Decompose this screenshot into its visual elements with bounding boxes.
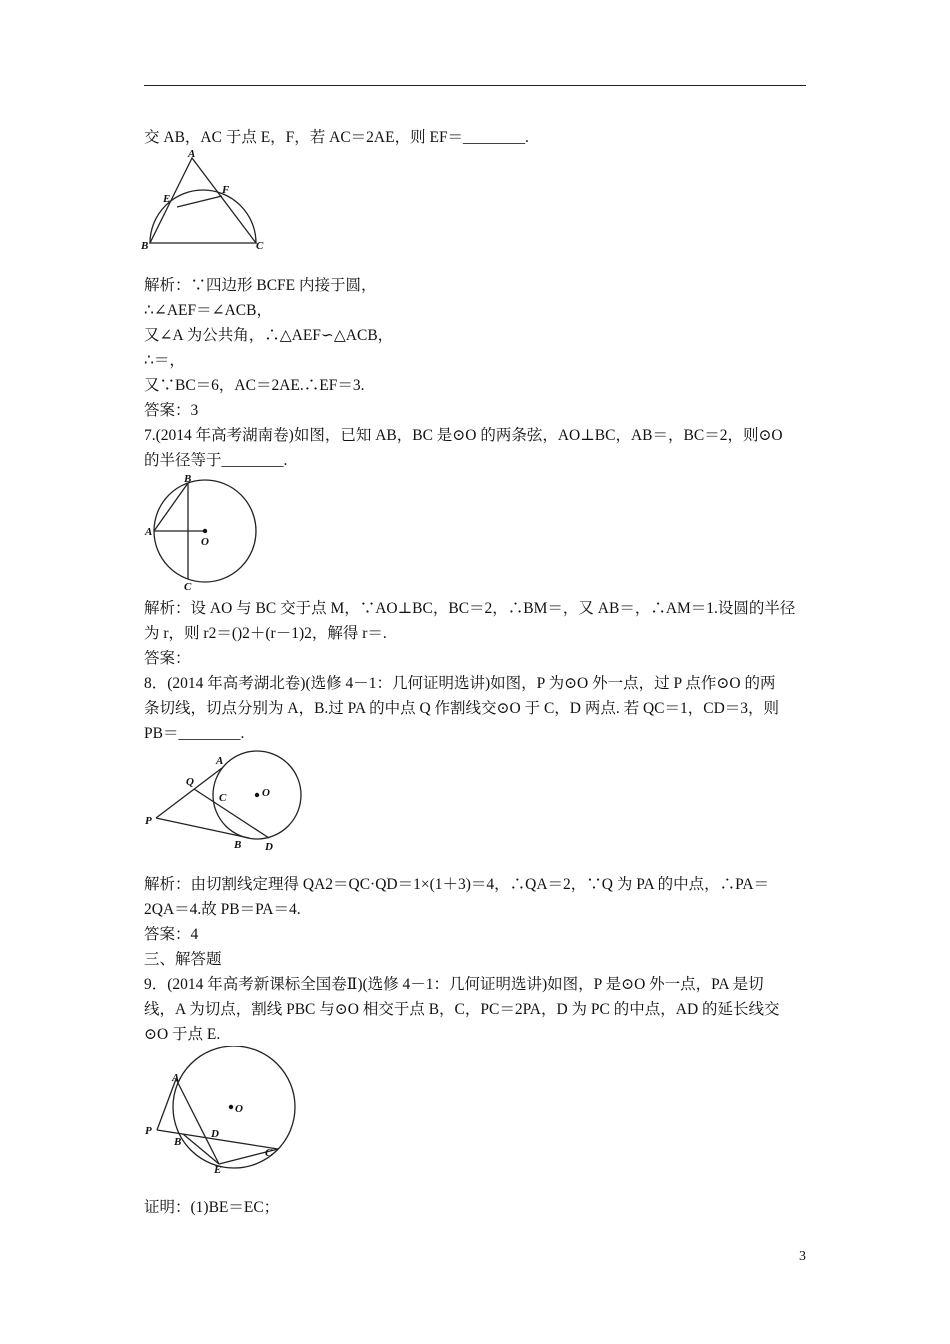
fig3-label-p: P bbox=[145, 815, 152, 827]
text-line: 答案： bbox=[144, 650, 191, 667]
fig1-label-a: A bbox=[188, 148, 196, 160]
fig4-label-e: E bbox=[214, 1164, 222, 1176]
text-line: 解析：∵四边形 BCFE 内接于圆， bbox=[144, 277, 377, 294]
text-line: 答案：4 bbox=[144, 926, 199, 943]
text-line: 又∠A 为公共角，∴△AEF∽△ACB， bbox=[144, 327, 394, 344]
text-line: 的半径等于________. bbox=[144, 452, 288, 469]
figure-triangle-semicircle bbox=[140, 148, 270, 254]
text-line: ∴＝， bbox=[144, 352, 185, 369]
fig3-label-b: B bbox=[234, 839, 242, 851]
text-line: 线，A 为切点，割线 PBC 与⊙O 相交于点 B，C，PC＝2PA，D 为 PC 的中点，AD 的延长线交 bbox=[144, 1001, 780, 1018]
text-line: 交 AB，AC 于点 E，F，若 AC＝2AE，则 EF＝________. bbox=[144, 129, 529, 146]
fig4-label-c: C bbox=[265, 1147, 273, 1159]
text-line: ∴∠AEF＝∠ACB， bbox=[144, 302, 272, 319]
fig3-label-q: Q bbox=[186, 776, 194, 788]
fig2-label-a: A bbox=[145, 526, 153, 538]
fig4-label-a: A bbox=[172, 1072, 180, 1084]
fig2-label-c: C bbox=[184, 581, 192, 593]
fig4-label-p: P bbox=[145, 1125, 152, 1137]
text-line: 为 r，则 r2＝()2＋(r－1)2，解得 r＝. bbox=[144, 625, 387, 642]
fig2-label-b: B bbox=[184, 473, 192, 485]
fig1-label-f: F bbox=[222, 184, 230, 196]
fig4-label-b: B bbox=[174, 1136, 182, 1148]
text-line: 又∵BC＝6，AC＝2AE.∴EF＝3. bbox=[144, 377, 365, 394]
text-line: 条切线，切点分别为 A，B.过 PA 的中点 Q 作割线交⊙O 于 C，D 两点. 若 QC＝1，CD＝3，则 bbox=[144, 700, 780, 717]
text-line: 解析：由切割线定理得 QA2＝QC·QD＝1×(1＋3)＝4，∴QA＝2，∵Q 为 PA 的中点，∴PA＝ bbox=[144, 876, 770, 893]
text-line: 7.(2014 年高考湖南卷)如图，已知 AB，BC 是⊙O 的两条弦，AO⊥BC，AB＝，BC＝2，则⊙O bbox=[144, 427, 783, 444]
text-line: PB＝________. bbox=[144, 725, 245, 742]
text-line: 三、解答题 bbox=[144, 951, 222, 968]
text-line: 解析：设 AO 与 BC 交于点 M，∵AO⊥BC，BC＝2，∴BM＝，又 AB＝，∴AM＝1.设圆的半径 bbox=[144, 600, 796, 617]
fig1-label-b: B bbox=[141, 240, 149, 252]
figure-circle-tangent-midpoint bbox=[140, 1046, 310, 1178]
fig1-label-e: E bbox=[163, 193, 171, 205]
page-number: 3 bbox=[799, 1249, 806, 1264]
text-line: ⊙O 于点 E. bbox=[144, 1026, 221, 1043]
fig3-label-o: O bbox=[262, 787, 270, 799]
fig4-label-o: O bbox=[235, 1103, 243, 1115]
header-rule bbox=[144, 85, 806, 86]
text-line: 2QA＝4.故 PB＝PA＝4. bbox=[144, 901, 301, 918]
fig3-label-d: D bbox=[265, 841, 273, 853]
fig2-label-o: O bbox=[201, 536, 209, 548]
fig3-label-a: A bbox=[216, 755, 224, 767]
fig1-label-c: C bbox=[256, 240, 264, 252]
text-line: 证明：(1)BE＝EC； bbox=[144, 1199, 280, 1216]
text-line: 8．(2014 年高考湖北卷)(选修 4－1：几何证明选讲)如图，P 为⊙O 外一点，过 P 点作⊙O 的两 bbox=[144, 675, 776, 692]
figure-tangent-secant bbox=[140, 748, 310, 856]
fig4-label-d: D bbox=[211, 1128, 219, 1140]
text-line: 9．(2014 年高考新课标全国卷Ⅱ)(选修 4－1：几何证明选讲)如图，P 是⊙O 外一点，PA 是切 bbox=[144, 976, 764, 993]
text-line: 答案：3 bbox=[144, 402, 199, 419]
fig3-label-c: C bbox=[219, 792, 227, 804]
figure-circle-chords bbox=[142, 472, 260, 594]
